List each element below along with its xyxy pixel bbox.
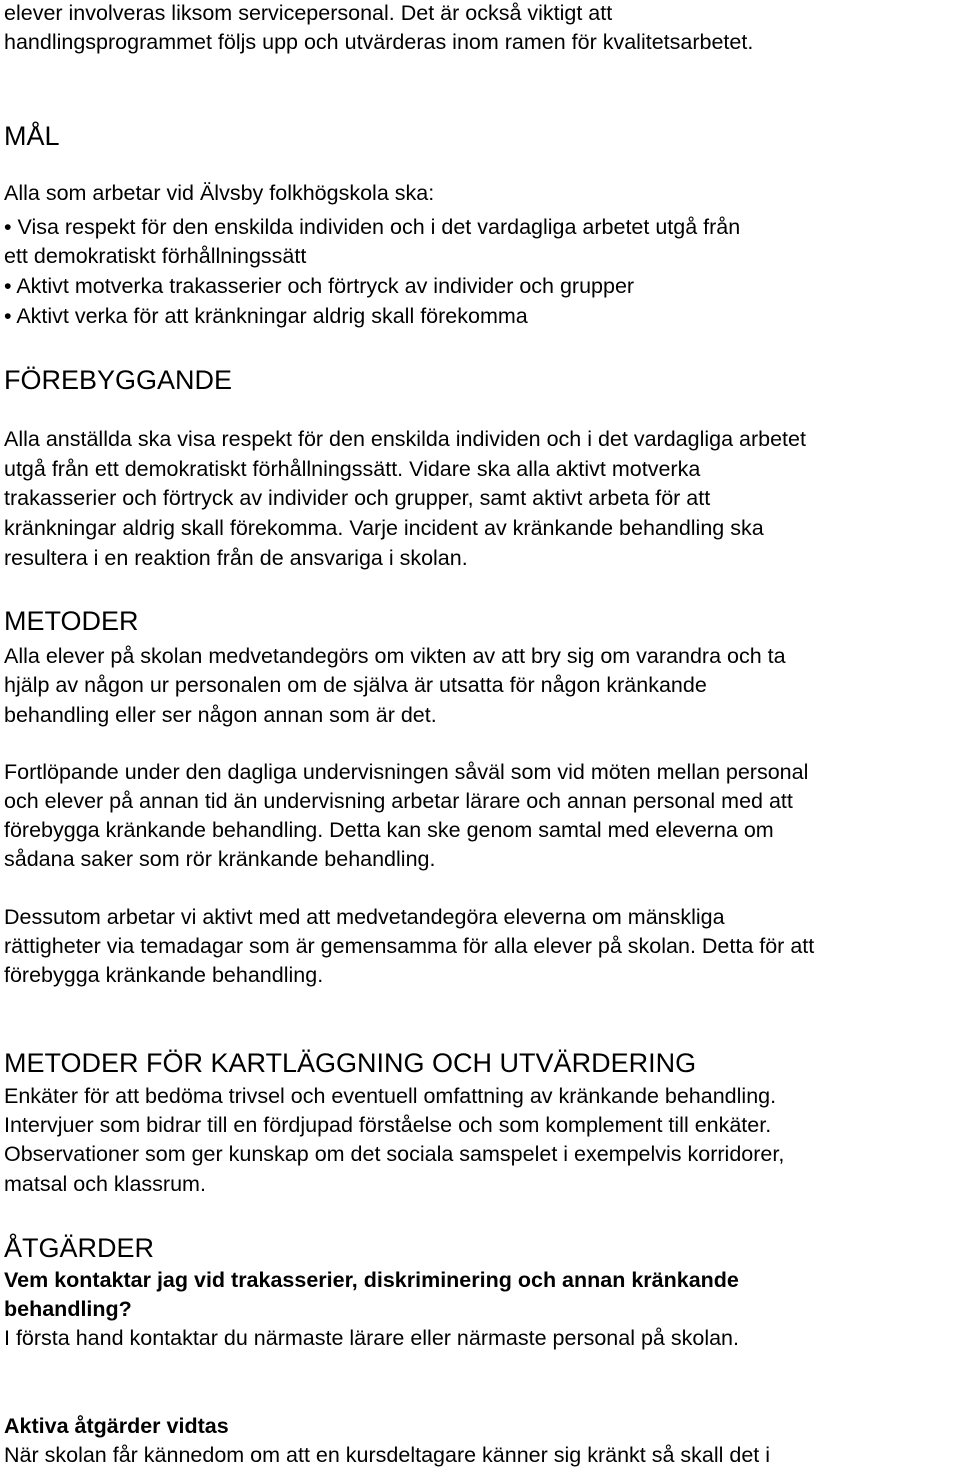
atgarder-subheading: Aktiva åtgärder vidtas <box>4 1414 229 1438</box>
mal-bullet: • Aktivt verka för att kränkningar aldrig skall förekomma <box>4 304 528 328</box>
atgarder-last-line: När skolan får kännedom om att en kursdeltagare känner sig kränkt så skall det i <box>4 1443 771 1467</box>
intro-line: handlingsprogrammet följs upp och utvärderas inom ramen för kvalitetsarbetet. <box>4 30 754 54</box>
mal-lead: Alla som arbetar vid Älvsby folkhögskola ska: <box>4 181 435 205</box>
kartlaggning-line: Observationer som ger kunskap om det sociala samspelet i exempelvis korridorer, <box>4 1142 785 1166</box>
mal-bullet: • Visa respekt för den enskilda individen och i det vardagliga arbetet utgå från <box>4 215 741 239</box>
atgarder-answer: I första hand kontaktar du närmaste lärare eller närmaste personal på skolan. <box>4 1326 739 1350</box>
metoder-para2-line: och elever på annan tid än undervisning arbetar lärare och annan personal med att <box>4 789 793 813</box>
forebyggande-line: Alla anställda ska visa respekt för den enskilda individen och i det vardagliga arbetet <box>4 427 806 451</box>
forebyggande-line: kränkningar aldrig skall förekomma. Varje incident av kränkande behandling ska <box>4 516 764 540</box>
metoder-para2-line: förebygga kränkande behandling. Detta kan ske genom samtal med eleverna om <box>4 818 774 842</box>
section-heading-mal: MÅL <box>4 121 60 151</box>
kartlaggning-line: Enkäter för att bedöma trivsel och eventuell omfattning av kränkande behandling. <box>4 1084 777 1108</box>
mal-bullet: ett demokratiskt förhållningssätt <box>4 244 307 268</box>
metoder-para1-line: behandling eller ser någon annan som är det. <box>4 703 437 727</box>
metoder-para1-line: hjälp av någon ur personalen om de själva är utsatta för någon kränkande <box>4 673 707 697</box>
metoder-para2-line: Fortlöpande under den dagliga undervisningen såväl som vid möten mellan personal <box>4 760 809 784</box>
mal-bullet: • Aktivt motverka trakasserier och förtryck av individer och grupper <box>4 274 635 298</box>
forebyggande-line: utgå från ett demokratiskt förhållningssätt. Vidare ska alla aktivt motverka <box>4 457 701 481</box>
metoder-para3-line: Dessutom arbetar vi aktivt med att medvetandegöra eleverna om mänskliga <box>4 905 725 929</box>
atgarder-question: behandling? <box>4 1297 132 1321</box>
metoder-para3-line: förebygga kränkande behandling. <box>4 963 324 987</box>
metoder-para2-line: sådana saker som rör kränkande behandling. <box>4 847 436 871</box>
intro-line: elever involveras liksom servicepersonal. Det är också viktigt att <box>4 1 613 25</box>
section-heading-metoder: METODER <box>4 606 139 636</box>
atgarder-question: Vem kontaktar jag vid trakasserier, diskriminering och annan kränkande <box>4 1268 739 1292</box>
section-heading-forebyggande: FÖREBYGGANDE <box>4 365 233 395</box>
metoder-para1-line: Alla elever på skolan medvetandegörs om vikten av att bry sig om varandra och ta <box>4 644 786 668</box>
section-heading-kartlaggning: METODER FÖR KARTLÄGGNING OCH UTVÄRDERING <box>4 1048 697 1078</box>
kartlaggning-line: matsal och klassrum. <box>4 1172 206 1196</box>
metoder-para3-line: rättigheter via temadagar som är gemensamma för alla elever på skolan. Detta för att <box>4 934 815 958</box>
forebyggande-line: resultera i en reaktion från de ansvariga i skolan. <box>4 546 468 570</box>
section-heading-atgarder: ÅTGÄRDER <box>4 1233 155 1263</box>
kartlaggning-line: Intervjuer som bidrar till en fördjupad förståelse och som komplement till enkäter. <box>4 1113 772 1137</box>
forebyggande-line: trakasserier och förtryck av individer och grupper, samt aktivt arbeta för att <box>4 486 711 510</box>
